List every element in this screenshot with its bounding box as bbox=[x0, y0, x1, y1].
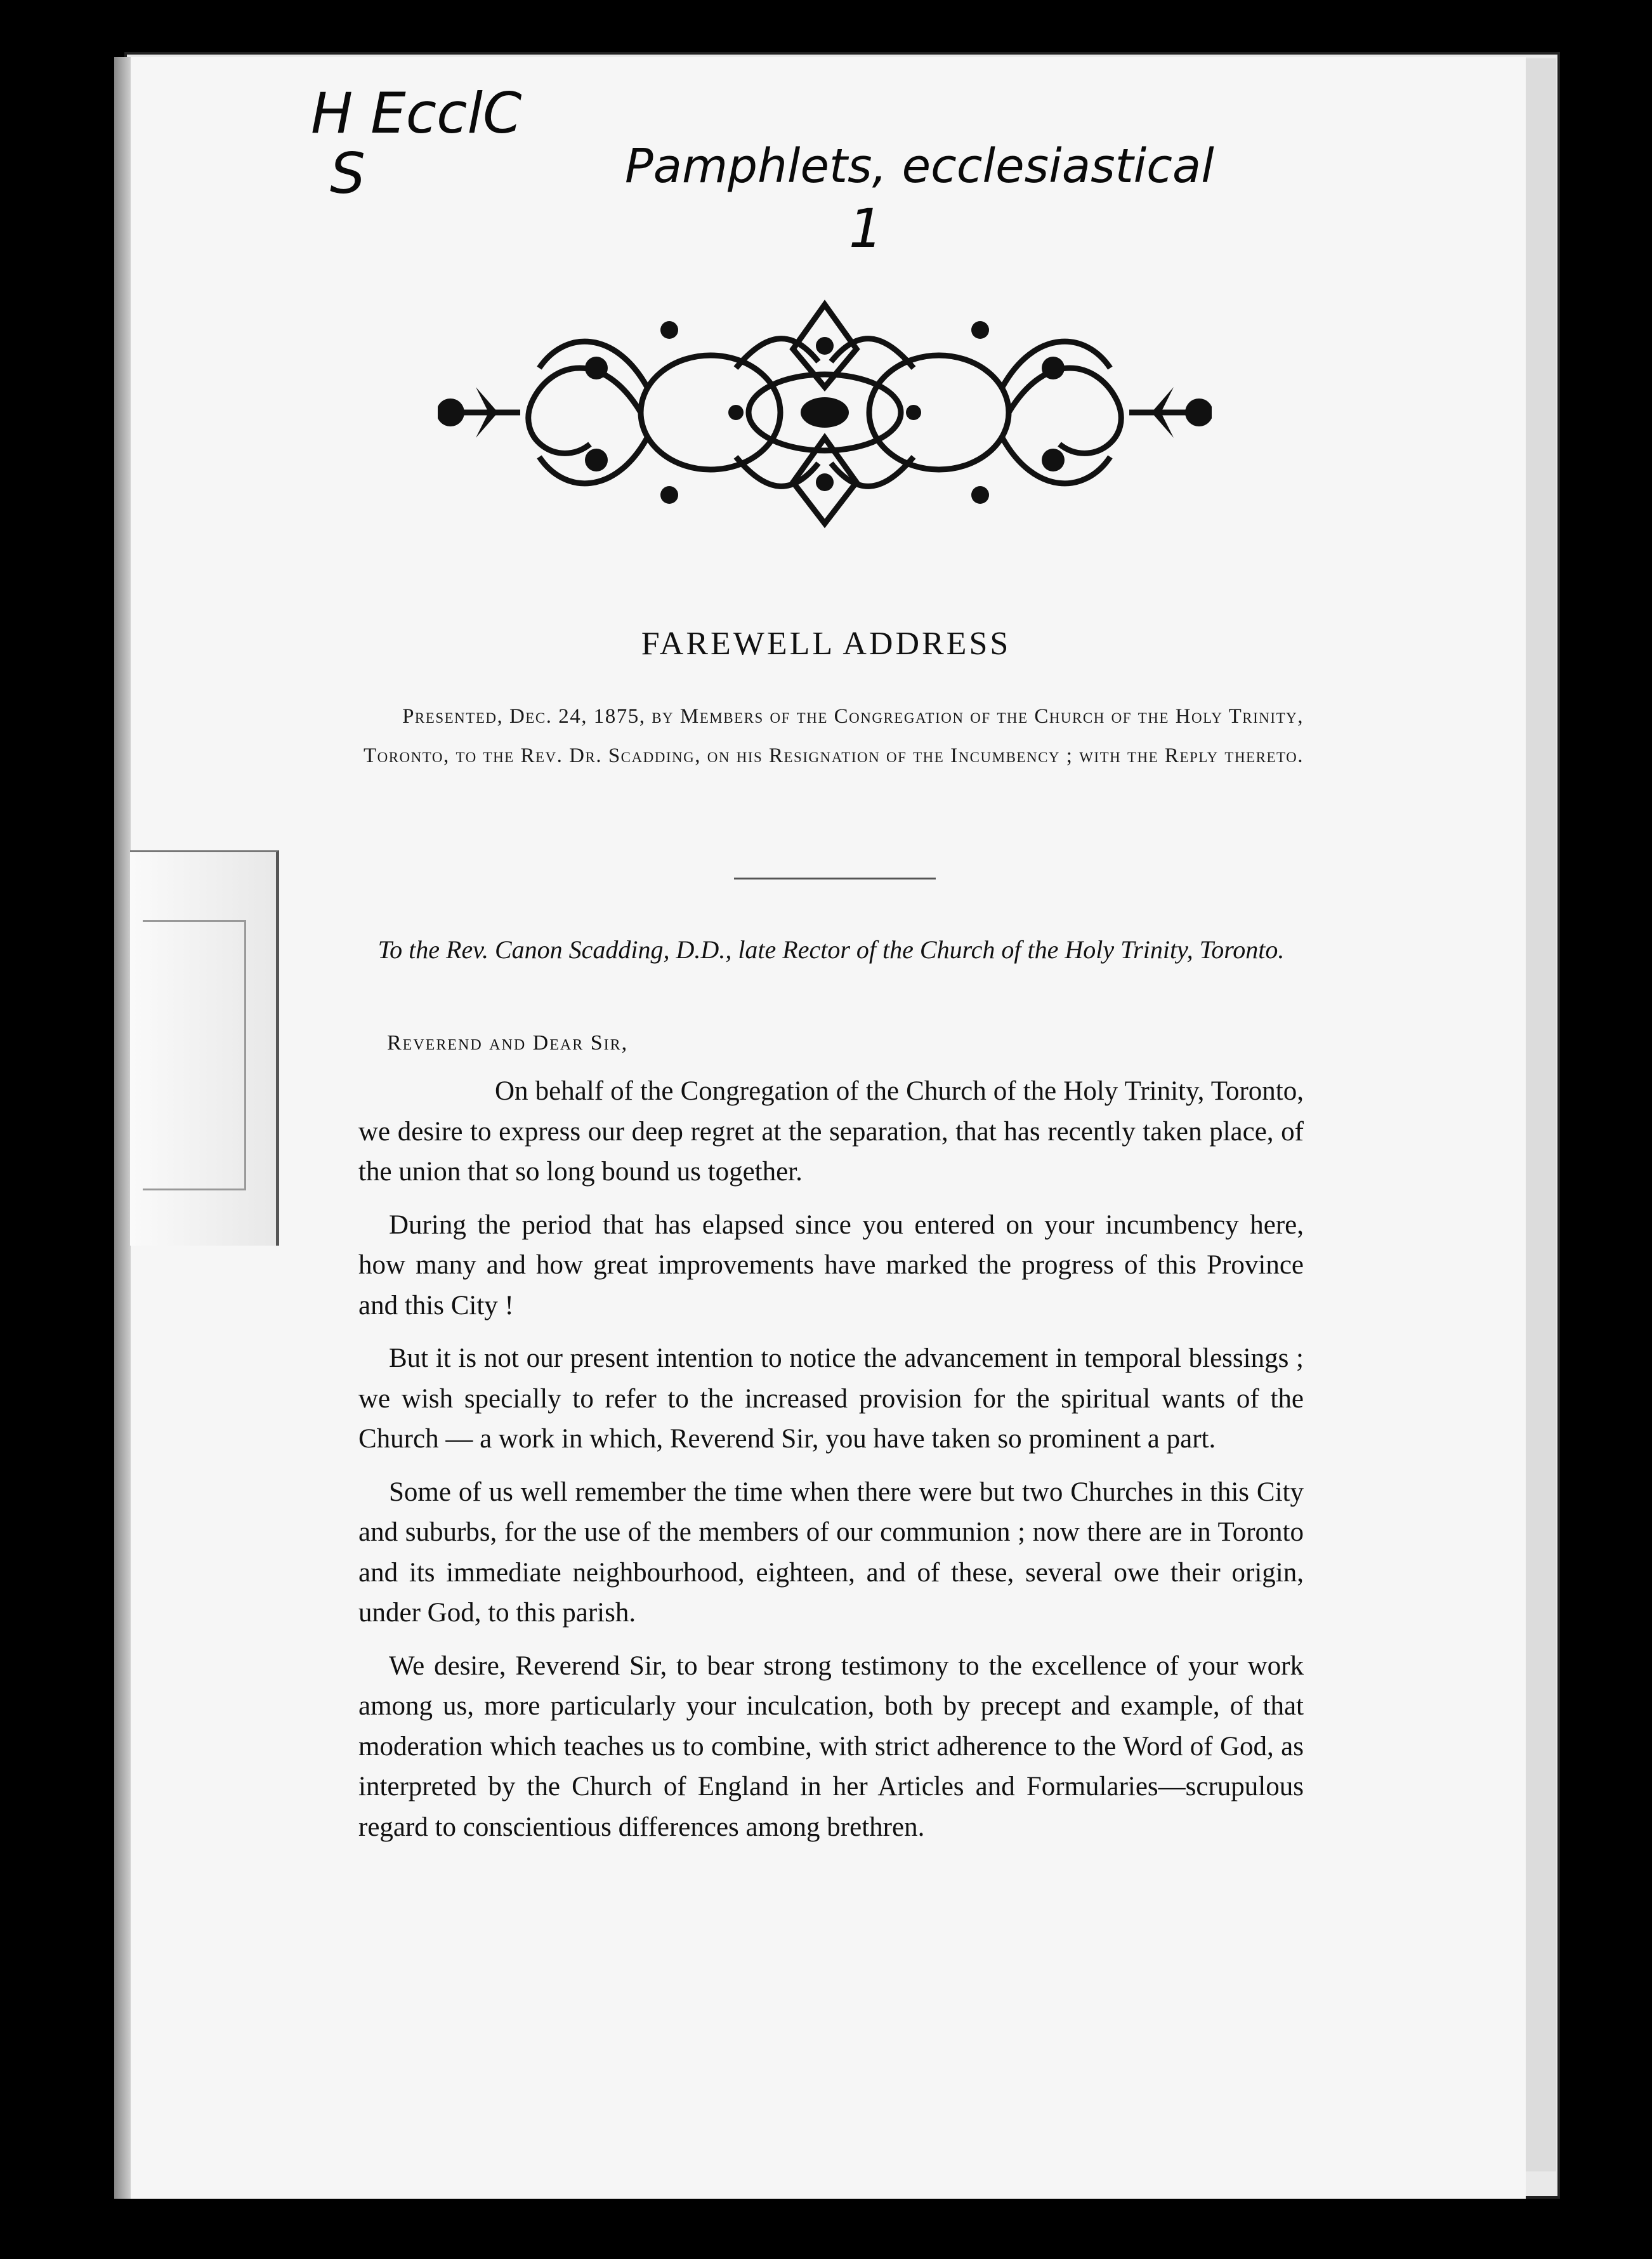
body-paragraph: During the period that has elapsed since you entered on your incumbency here, how many and how great improvements have marked the progress of this Province and this City ! bbox=[358, 1209, 1304, 1320]
salutation: Reverend and Dear Sir, bbox=[387, 1031, 629, 1055]
dedication: To the Rev. Canon Scadding, D.D., late Rector of the Church of the Holy Trinity, Toronto. bbox=[377, 935, 1285, 964]
scrollwork-ornament-icon bbox=[438, 292, 1212, 536]
page-binding-edge bbox=[114, 57, 131, 2199]
body-paragraph: On behalf of the Congregation of the Church of the Holy Trinity, Toronto, we desire to express our deep regret at the separation, that has recently taken place, of the union that so long bound us together. bbox=[358, 1076, 1304, 1187]
body-paragraph: We desire, Reverend Sir, to bear strong testimony to the excellence of your work among us, more particularly your inculcation, both by precept and example, of that moderation which teaches us to combine, with strict adherence to the Word of God, as interpreted by the Church of England in her Articles and Formularies—scrupulous regard to conscientious differences among brethren. bbox=[358, 1650, 1304, 1842]
document-title: FAREWELL ADDRESS bbox=[641, 626, 1011, 662]
section-divider bbox=[734, 878, 936, 879]
address-body bbox=[358, 1071, 1304, 1847]
body-paragraph: Some of us well remember the time when there were but two Churches in this City and suburbs, for the use of the members of our communion ; now there are in Toronto and its immediate neighbourhood, eighteen, and of these, several owe their origin, under God, to this parish. bbox=[358, 1477, 1304, 1628]
call-number-line1: H EcclC bbox=[311, 81, 522, 146]
torn-paper-fold bbox=[143, 920, 246, 1190]
collection-note: Pamphlets, ecclesiastical bbox=[625, 139, 1214, 194]
call-number-line2: S bbox=[330, 141, 365, 206]
document-subtitle: Presented, Dec. 24, 1875, by Members of the Congregation of the Church of the Holy Trinity, Toronto, to the Rev. Dr. Scadding, on his Resignation of the Incumbency ; with the Reply thereto. bbox=[363, 705, 1304, 767]
body-paragraph: But it is not our present intention to notice the advancement in temporal blessings ; we wish specially to refer to the increased provision for the spiritual wants of the Church — a work in which, Reverend Sir, you have taken so prominent a part. bbox=[358, 1343, 1304, 1454]
collection-mark: 1 bbox=[849, 197, 883, 260]
